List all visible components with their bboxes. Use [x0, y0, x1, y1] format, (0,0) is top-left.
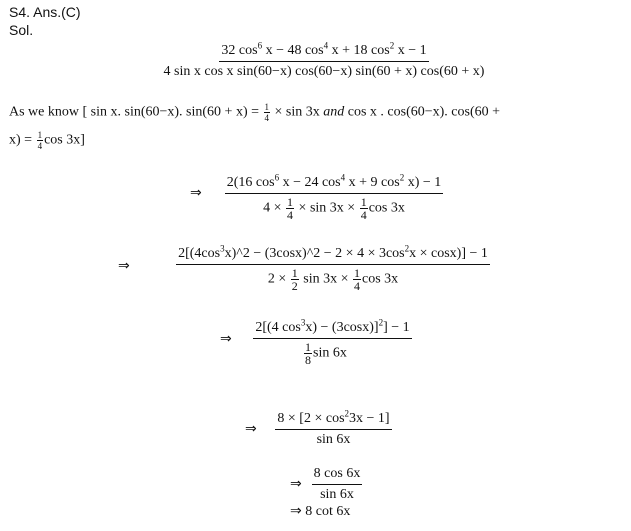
equation-5-numerator: $8 \times [2 \times \cos^23x - 1]$ [275, 411, 391, 430]
identity-line-1: As we know [ sin x. sin(60−x). sin(60 + x) = $\frac{1}{4}$ × sin 3x and cos x . cos(60−x). cos(60 + [9, 102, 501, 123]
identity-line-2: x) = $\frac{1}{4}$ cos 3x] [9, 130, 85, 151]
answer-label: S4. Ans.(C) [9, 4, 81, 20]
equation-4 [235, 318, 430, 366]
equation-4-numerator: 2[(4 $\cos^3x) - (3\cos x)]^2] - 1$ [253, 320, 411, 339]
equation-6 [305, 464, 369, 503]
solution-label: Sol. [9, 22, 34, 38]
equation-2 [204, 173, 464, 221]
equation-2-numerator: 2(16 $\cos^6 x - 24$ $\cos^4 x + 9$ $\cos^2 x) - 1$ [225, 175, 444, 194]
equation-4-denominator: $\frac{1}{8}$ sin 6x [305, 340, 347, 367]
equation-3-denominator: 2 × $\frac{1}{2}$ sin 3x × $\frac{1}{4}$ cos 3x [267, 266, 399, 293]
implies-arrow: ⇒ [290, 476, 302, 492]
equation-1-numerator: 32 $\cos^6 x - 48$ $\cos^4 x + 18$ $\cos^2 x - 1$ [219, 43, 428, 62]
equation-1 [124, 41, 524, 80]
equation-1-denominator: 4 sin x cos x sin(60−x) cos(60−x) sin(60 + x) cos(60 + x) [163, 64, 485, 79]
equation-3 [133, 244, 533, 292]
equation-5 [261, 409, 406, 448]
equation-6-denominator: sin 6x [320, 487, 354, 502]
final-result: ⇒ 8 cot 6x [290, 504, 351, 519]
implies-arrow: ⇒ [245, 421, 257, 437]
equation-2-denominator: 4 × $\frac{1}{4}$ × sin 3x × $\frac{1}{4}$ cos 3x [263, 195, 405, 222]
implies-arrow: ⇒ [220, 331, 232, 347]
implies-arrow: ⇒ [118, 258, 130, 274]
equation-5-denominator: sin 6x [316, 432, 351, 447]
implies-arrow: ⇒ [190, 185, 202, 201]
equation-6-numerator: 8 cos 6x [312, 466, 363, 485]
equation-3-numerator: $2[(4\cos^3x)\^{}2$ − (3cosx)^2 − $2 \times 4 \times 3\cos^2x \times \cos x)] - 1$ [176, 246, 490, 265]
